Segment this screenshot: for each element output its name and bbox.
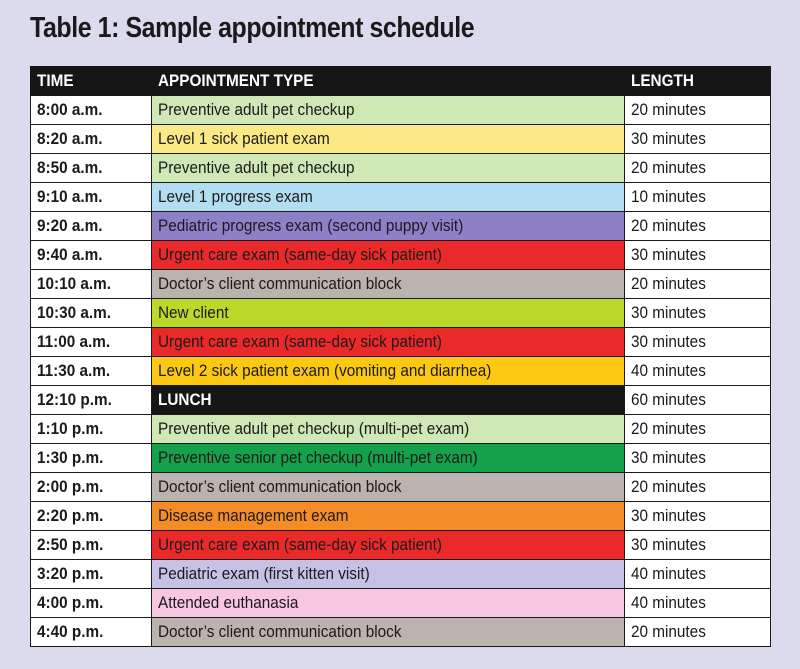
time-cell: 4:40 p.m.: [31, 618, 152, 647]
time-cell: 8:20 a.m.: [31, 125, 152, 154]
length-cell: 20 minutes: [625, 212, 771, 241]
length-cell: 60 minutes: [625, 386, 771, 415]
length-cell: 40 minutes: [625, 560, 771, 589]
table-row: [31, 183, 771, 212]
appointment-schedule-table: [30, 66, 771, 647]
time-cell: 8:00 a.m.: [31, 96, 152, 125]
table-row: [31, 270, 771, 299]
length-cell: 30 minutes: [625, 125, 771, 154]
length-cell: 40 minutes: [625, 589, 771, 618]
time-cell: 2:20 p.m.: [31, 502, 152, 531]
length-cell: 40 minutes: [625, 357, 771, 386]
length-cell: 30 minutes: [625, 328, 771, 357]
length-cell: 30 minutes: [625, 241, 771, 270]
length-cell: 20 minutes: [625, 96, 771, 125]
table-row: [31, 589, 771, 618]
table-body: [31, 96, 771, 647]
appointment-type-cell: Preventive adult pet checkup: [152, 154, 625, 183]
table-row: [31, 386, 771, 415]
time-cell: 11:30 a.m.: [31, 357, 152, 386]
time-cell: 10:30 a.m.: [31, 299, 152, 328]
table-row: [31, 357, 771, 386]
appointment-type-cell: Urgent care exam (same-day sick patient): [152, 328, 625, 357]
table-row: [31, 328, 771, 357]
table-row: [31, 125, 771, 154]
table-row: [31, 415, 771, 444]
time-cell: 1:30 p.m.: [31, 444, 152, 473]
appointment-type-cell: Pediatric exam (first kitten visit): [152, 560, 625, 589]
time-cell: 4:00 p.m.: [31, 589, 152, 618]
length-cell: 20 minutes: [625, 270, 771, 299]
time-cell: 8:50 a.m.: [31, 154, 152, 183]
table-header-row: [31, 67, 771, 96]
appointment-type-cell: Attended euthanasia: [152, 589, 625, 618]
table-row: [31, 212, 771, 241]
time-cell: 9:10 a.m.: [31, 183, 152, 212]
time-cell: 3:20 p.m.: [31, 560, 152, 589]
table-row: [31, 241, 771, 270]
length-cell: 20 minutes: [625, 415, 771, 444]
appointment-type-cell: Doctor’s client communication block: [152, 270, 625, 299]
appointment-type-cell: Disease management exam: [152, 502, 625, 531]
time-cell: 2:00 p.m.: [31, 473, 152, 502]
table-row: [31, 618, 771, 647]
table-row: [31, 154, 771, 183]
appointment-type-cell: New client: [152, 299, 625, 328]
length-cell: 20 minutes: [625, 473, 771, 502]
column-header-length: LENGTH: [625, 67, 771, 96]
appointment-type-cell: Level 1 progress exam: [152, 183, 625, 212]
length-cell: 30 minutes: [625, 299, 771, 328]
table-row: [31, 531, 771, 560]
table-row: [31, 96, 771, 125]
length-cell: 20 minutes: [625, 154, 771, 183]
time-cell: 1:10 p.m.: [31, 415, 152, 444]
time-cell: 9:20 a.m.: [31, 212, 152, 241]
appointment-type-cell: Level 1 sick patient exam: [152, 125, 625, 154]
appointment-type-cell: Preventive senior pet checkup (multi-pet exam): [152, 444, 625, 473]
length-cell: 10 minutes: [625, 183, 771, 212]
table-row: [31, 560, 771, 589]
appointment-type-cell: LUNCH: [152, 386, 625, 415]
table-row: [31, 299, 771, 328]
time-cell: 9:40 a.m.: [31, 241, 152, 270]
length-cell: 20 minutes: [625, 618, 771, 647]
table-row: [31, 473, 771, 502]
appointment-type-cell: Doctor’s client communication block: [152, 473, 625, 502]
appointment-type-cell: Doctor’s client communication block: [152, 618, 625, 647]
appointment-type-cell: Pediatric progress exam (second puppy visit): [152, 212, 625, 241]
appointment-type-cell: Urgent care exam (same-day sick patient): [152, 241, 625, 270]
table-row: [31, 444, 771, 473]
time-cell: 11:00 a.m.: [31, 328, 152, 357]
table-title: Table 1: Sample appointment schedule: [30, 12, 475, 44]
time-cell: 10:10 a.m.: [31, 270, 152, 299]
column-header-appointment-type: APPOINTMENT TYPE: [152, 67, 625, 96]
length-cell: 30 minutes: [625, 502, 771, 531]
appointment-type-cell: Urgent care exam (same-day sick patient): [152, 531, 625, 560]
time-cell: 12:10 p.m.: [31, 386, 152, 415]
table-row: [31, 502, 771, 531]
length-cell: 30 minutes: [625, 531, 771, 560]
time-cell: 2:50 p.m.: [31, 531, 152, 560]
appointment-type-cell: Preventive adult pet checkup (multi-pet exam): [152, 415, 625, 444]
appointment-type-cell: Preventive adult pet checkup: [152, 96, 625, 125]
column-header-time: TIME: [31, 67, 152, 96]
appointment-type-cell: Level 2 sick patient exam (vomiting and diarrhea): [152, 357, 625, 386]
length-cell: 30 minutes: [625, 444, 771, 473]
